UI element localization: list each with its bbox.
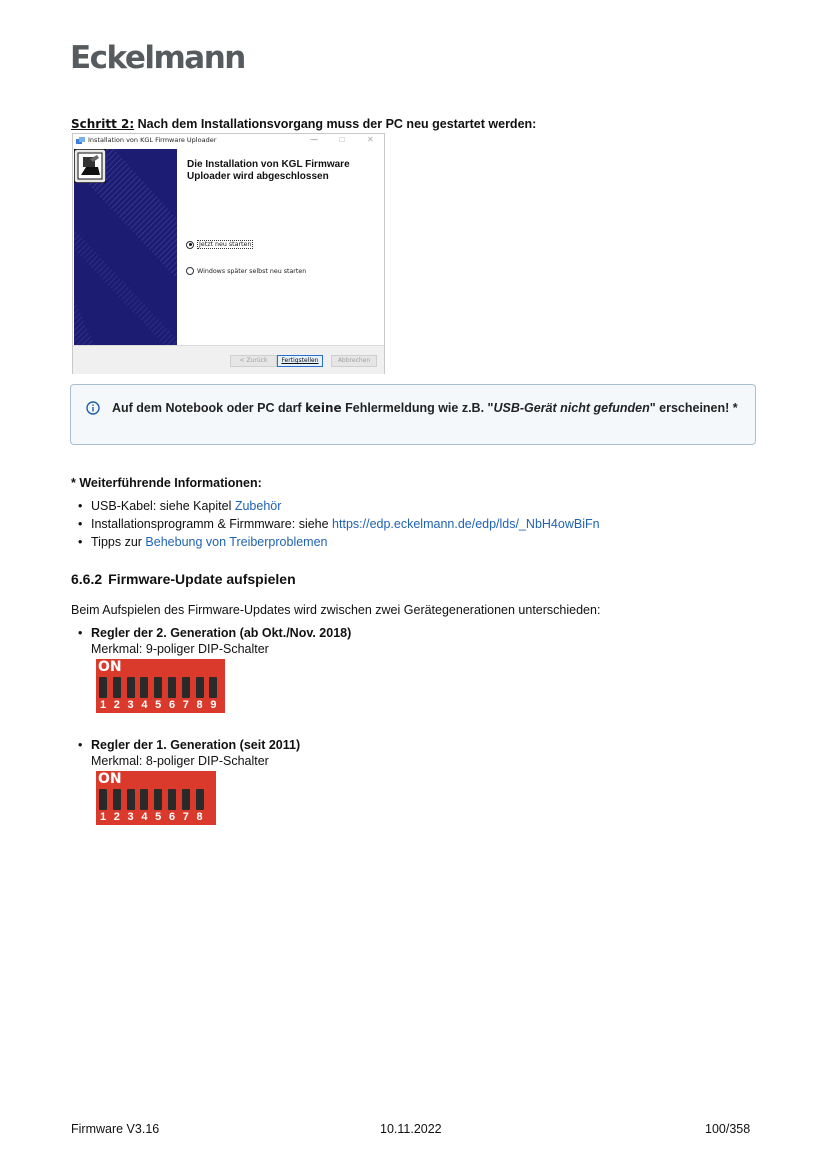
section-title: Firmware-Update aufspielen bbox=[108, 571, 296, 587]
back-button: < Zurück bbox=[230, 355, 277, 367]
list-item-text: USB-Kabel: siehe Kapitel bbox=[91, 499, 235, 513]
dip-toggle bbox=[99, 677, 107, 698]
dip-number: 9 bbox=[210, 699, 217, 711]
dip-toggle bbox=[196, 789, 204, 810]
dip-toggle bbox=[99, 789, 107, 810]
dip-number: 1 bbox=[99, 699, 107, 711]
callout-emphasis: USB-Gerät nicht gefunden bbox=[493, 401, 650, 415]
dip-switch-9-pole-image bbox=[96, 659, 225, 713]
dip-number: 5 bbox=[155, 699, 162, 711]
dialog-footer bbox=[73, 345, 384, 374]
dialog-heading: Die Installation von KGL Firmware Uploader wird abgeschlossen bbox=[187, 159, 350, 182]
installer-app-icon bbox=[76, 137, 85, 145]
section-number: 6.6.2 bbox=[71, 571, 103, 587]
link-download-url[interactable]: https://edp.eckelmann.de/edp/lds/_NbH4owBiFn bbox=[332, 517, 600, 531]
cancel-button: Abbrechen bbox=[331, 355, 377, 367]
dip-toggle bbox=[127, 789, 135, 810]
setup-box-icon bbox=[74, 149, 106, 183]
link-zubehoer[interactable]: Zubehör bbox=[234, 499, 282, 513]
dip-number: 7 bbox=[182, 699, 189, 711]
footer-firmware-version: Firmware V3.16 bbox=[71, 1122, 160, 1136]
dip-number: 5 bbox=[155, 811, 162, 823]
dip-toggle bbox=[209, 677, 217, 698]
dip-number: 2 bbox=[113, 699, 120, 711]
bullet-icon: • bbox=[78, 499, 83, 513]
list-item bbox=[78, 497, 600, 515]
maximize-icon: ☐ bbox=[339, 136, 346, 144]
dip-number: 3 bbox=[127, 699, 134, 711]
option-restart-later-label: Windows später selbst neu starten bbox=[197, 267, 307, 275]
radio-unchecked-icon bbox=[186, 267, 194, 275]
dip-toggle bbox=[140, 789, 148, 810]
dip-number: 6 bbox=[168, 699, 176, 711]
step-text: Nach dem Installationsvorgang muss der PC neu gestartet werden: bbox=[134, 117, 537, 131]
bullet-icon: • bbox=[78, 535, 83, 549]
eckelmann-logo: Eckelmann bbox=[70, 40, 245, 76]
finish-button bbox=[277, 355, 323, 367]
dip-toggle bbox=[168, 789, 176, 810]
dip-switch-8-pole-image bbox=[96, 771, 216, 825]
dip-number: 4 bbox=[141, 699, 148, 711]
dip-toggle bbox=[113, 677, 121, 698]
callout-before: Auf dem Notebook oder PC darf bbox=[112, 401, 306, 415]
generation-1-item bbox=[78, 737, 300, 769]
finish-button-label: Fertigstellen bbox=[281, 357, 319, 364]
callout-middle: Fehlermeldung wie z.B. " bbox=[341, 401, 494, 415]
dip-toggle bbox=[182, 677, 190, 698]
generation-2-item bbox=[78, 625, 351, 657]
section-heading bbox=[71, 571, 296, 587]
dip-toggle bbox=[182, 789, 190, 810]
section-intro: Beim Aufspielen des Firmware-Updates wird zwischen zwei Gerätegenerationen unterschieden: bbox=[71, 603, 601, 617]
installer-dialog-screenshot bbox=[72, 133, 385, 374]
further-info-heading: * Weiterführende Informationen: bbox=[71, 476, 262, 490]
generation-title: Regler der 1. Generation (seit 2011) bbox=[91, 738, 301, 752]
option-restart-now bbox=[186, 240, 253, 249]
dip-toggle bbox=[154, 789, 162, 810]
info-icon bbox=[86, 401, 100, 415]
option-restart-now-label: Jetzt neu starten bbox=[199, 241, 252, 248]
dip-number: 3 bbox=[127, 811, 134, 823]
dip-toggle bbox=[140, 677, 148, 698]
close-icon: ✕ bbox=[367, 135, 374, 144]
generation-title: Regler der 2. Generation (ab Okt./Nov. 2018) bbox=[91, 626, 352, 640]
bullet-icon: • bbox=[78, 517, 83, 531]
option-restart-later bbox=[186, 267, 306, 275]
bullet-icon: • bbox=[78, 738, 83, 752]
generation-feature: Merkmal: 9-poliger DIP-Schalter bbox=[91, 642, 269, 656]
list-item bbox=[78, 515, 600, 533]
list-item bbox=[78, 533, 600, 551]
dip-number: 4 bbox=[141, 811, 148, 823]
dip-toggle bbox=[196, 677, 204, 698]
callout-text bbox=[112, 399, 742, 417]
list-item-text: Tipps zur bbox=[91, 535, 146, 549]
info-callout bbox=[70, 384, 756, 445]
dip-toggle bbox=[168, 677, 176, 698]
dip-number: 8 bbox=[196, 699, 203, 711]
step-heading bbox=[71, 117, 536, 131]
dip-toggle bbox=[127, 677, 135, 698]
dialog-title: Installation von KGL Firmware Uploader bbox=[88, 136, 217, 144]
dip-number: 7 bbox=[182, 811, 189, 823]
installer-side-banner bbox=[74, 149, 177, 345]
dialog-titlebar bbox=[73, 134, 384, 148]
dip-on-label: ON bbox=[98, 771, 122, 787]
radio-checked-icon bbox=[186, 241, 194, 249]
footer-page-number: 100/358 bbox=[705, 1122, 751, 1136]
dip-toggle bbox=[113, 789, 121, 810]
dip-number: 2 bbox=[113, 811, 120, 823]
generation-feature: Merkmal: 8-poliger DIP-Schalter bbox=[91, 754, 269, 768]
dip-number: 8 bbox=[196, 811, 203, 823]
dip-number: 1 bbox=[99, 811, 107, 823]
further-info-list bbox=[78, 497, 600, 551]
minimize-icon: — bbox=[310, 135, 318, 144]
callout-after: " erscheinen! * bbox=[649, 401, 738, 415]
dip-toggle bbox=[154, 677, 162, 698]
link-driver-troubleshooting[interactable]: Behebung von Treiberproblemen bbox=[145, 535, 328, 549]
bullet-icon: • bbox=[78, 626, 83, 640]
callout-keyword: keine bbox=[305, 401, 342, 415]
dip-on-label: ON bbox=[98, 659, 122, 675]
dip-number: 6 bbox=[168, 811, 176, 823]
footer-date: 10.11.2022 bbox=[380, 1122, 442, 1136]
list-item-text: Installationsprogramm & Firmmware: siehe bbox=[91, 517, 333, 531]
step-label: Schritt 2: bbox=[71, 117, 135, 131]
